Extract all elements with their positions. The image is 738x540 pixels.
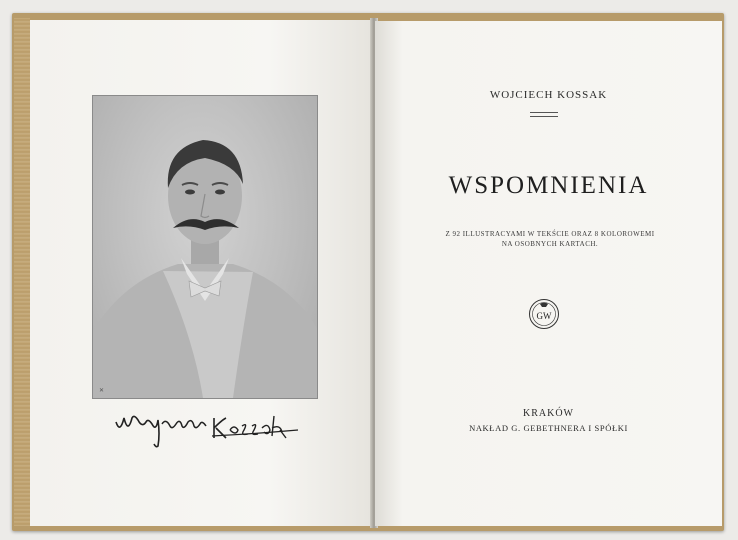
author-name: WOJCIECH KOSSAK: [489, 89, 608, 101]
decorative-rule: [530, 112, 558, 117]
book-title: WSPOMNIENIA: [448, 172, 649, 199]
author-signature: [112, 404, 302, 452]
portrait-illustration: [93, 96, 317, 398]
book-subtitle: [405, 229, 695, 249]
publication-place: KRAKÓW: [523, 408, 574, 419]
svg-text:✕: ✕: [99, 387, 105, 394]
portrait-photograph: [92, 95, 318, 399]
cloth-binding-edge: [14, 18, 30, 526]
publisher-emblem-icon: [528, 298, 560, 330]
subtitle-line-2: NA OSOBNYCH KARTACH.: [501, 240, 599, 248]
publisher-name: NAKŁAD G. GEBETHNERA I SPÓŁKI: [469, 423, 628, 433]
subtitle-line-1: Z 92 ILLUSTRACYAMI W TEKŚCIE ORAZ 8 KOLOROWEMI: [445, 230, 655, 238]
emblem-monogram: GW: [536, 311, 552, 321]
